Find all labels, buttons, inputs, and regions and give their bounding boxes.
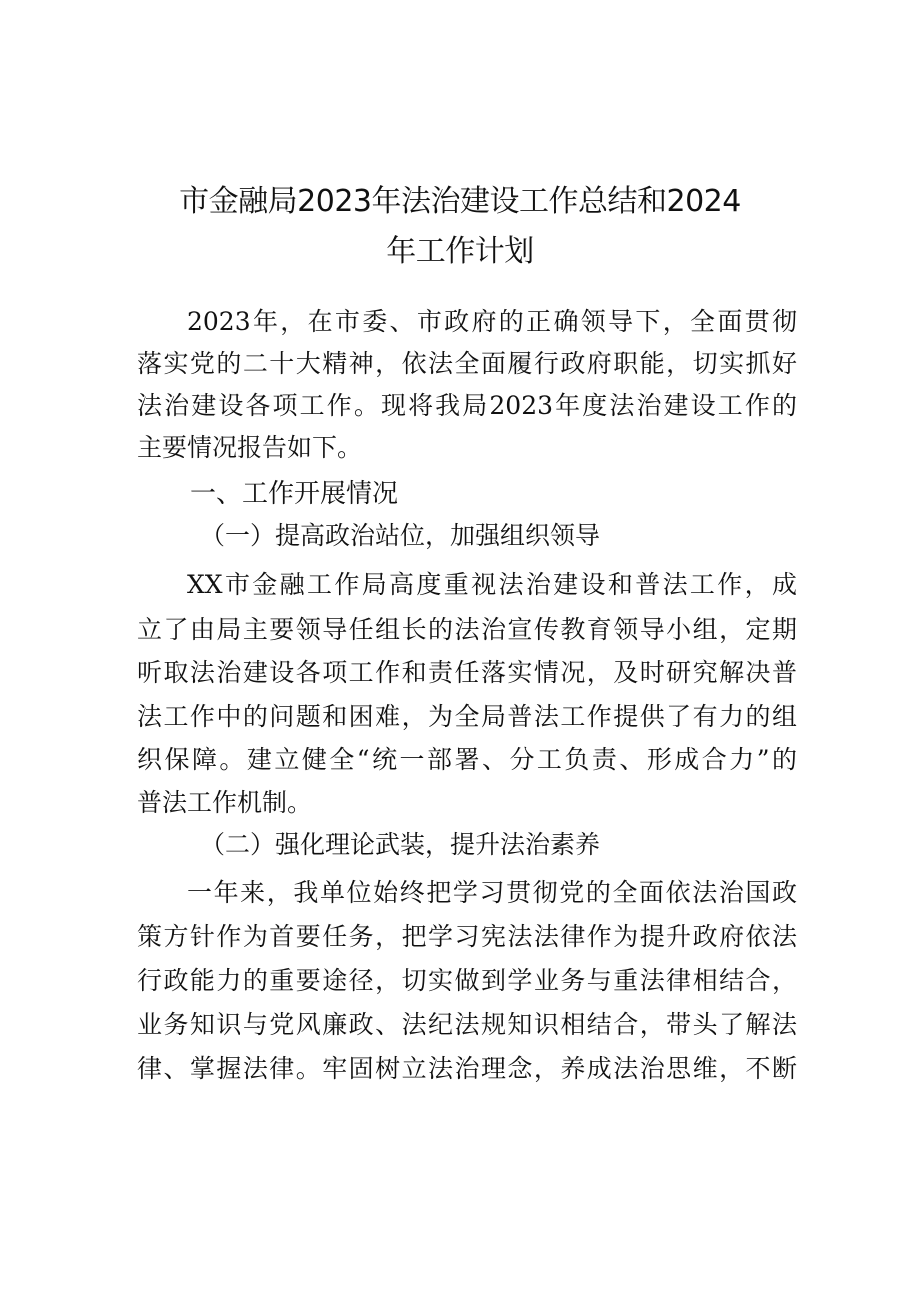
sub1-line-2: 立了由局主要领导任组长的法治宣传教育领导小组，定期	[137, 615, 797, 644]
sub2-line-2: 策方针作为首要任务，把学习宪法法律作为提升政府依法	[137, 922, 797, 951]
section-heading-1: 一、工作开展情况	[190, 479, 399, 509]
sub1-line-3: 听取法治建设各项工作和责任落实情况，及时研究解决普	[137, 658, 797, 687]
intro-line-2: 落实党的二十大精神，依法全面履行政府职能，切实抓好	[137, 349, 797, 378]
sub2-line-5: 律、掌握法律。牢固树立法治理念，养成法治思维，不断	[137, 1054, 797, 1083]
sub1-line-1: XX市金融工作局高度重视法治建设和普法工作，成	[187, 570, 797, 599]
sub2-line-3: 行政能力的重要途径，切实做到学业务与重法律相结合，	[137, 966, 797, 995]
intro-line-4: 主要情况报告如下。	[137, 433, 363, 462]
sub1-line-6: 普法工作机制。	[137, 788, 313, 817]
sub1-line-4: 法工作中的问题和困难，为全局普法工作提供了有力的组	[137, 702, 797, 731]
sub2-line-1: 一年来，我单位始终把学习贯彻党的全面依法治国政	[187, 878, 797, 907]
intro-line-1: 2023年，在市委、市政府的正确领导下，全面贯彻	[187, 307, 797, 336]
document-title-line-2: 年工作计划	[386, 234, 534, 269]
subsection-heading-2: （二）强化理论武装，提升法治素养	[200, 830, 601, 859]
document-title-line-1: 市金融局2023年法治建设工作总结和2024	[179, 184, 741, 219]
sub1-line-5: 织保障。建立健全“统一部署、分工负责、形成合力”的	[137, 745, 797, 774]
intro-line-3: 法治建设各项工作。现将我局2023年度法治建设工作的	[137, 391, 797, 420]
sub2-line-4: 业务知识与党风廉政、法纪法规知识相结合，带头了解法	[137, 1010, 797, 1039]
subsection-heading-1: （一）提高政治站位，加强组织领导	[200, 521, 601, 550]
